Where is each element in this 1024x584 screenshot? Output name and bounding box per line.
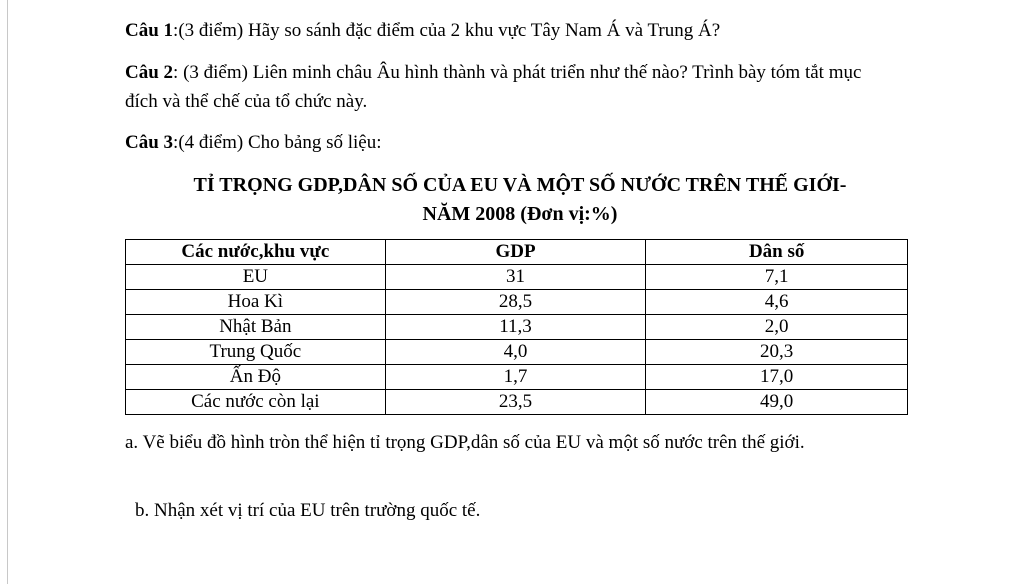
cell-population: 2,0 [646,315,908,340]
question-3 [125,128,895,157]
question-3-label: Câu 3 [125,132,174,153]
question-3-text: :(4 điểm) Cho bảng số liệu: [173,132,382,153]
cell-gdp: 31 [385,265,646,290]
question-1 [125,16,915,45]
cell-gdp: 23,5 [385,390,646,415]
table-header-row [126,240,908,265]
cell-gdp: 4,0 [385,340,646,365]
part-a: a. Vẽ biểu đồ hình tròn thể hiện tỉ trọng GDP,dân số của EU và một số nước trên thế giới. [125,432,805,453]
page-left-border [7,0,8,584]
table-row [126,290,908,315]
table-title [125,171,915,229]
header-gdp: GDP [385,240,646,265]
cell-region: Trung Quốc [126,340,386,365]
cell-gdp: 1,7 [385,365,646,390]
table-row [126,315,908,340]
header-region: Các nước,khu vực [126,240,386,265]
cell-population: 7,1 [646,265,908,290]
cell-region: Hoa Kì [126,290,386,315]
cell-population: 49,0 [646,390,908,415]
question-1-text: :(3 điểm) Hãy so sánh đặc điểm của 2 khu vực Tây Nam Á và Trung Á? [173,20,721,41]
table-row [126,365,908,390]
cell-population: 17,0 [646,365,908,390]
table-row [126,265,908,290]
cell-gdp: 11,3 [385,315,646,340]
question-2 [125,58,895,116]
cell-population: 20,3 [646,340,908,365]
cell-population: 4,6 [646,290,908,315]
cell-region: Nhật Bản [126,315,386,340]
header-population: Dân số [646,240,908,265]
data-table [125,239,908,415]
table-title-line-1: TỈ TRỌNG GDP,DÂN SỐ CỦA EU VÀ MỘT SỐ NƯỚC TRÊN THẾ GIỚI- [193,174,847,196]
cell-region: Ấn Độ [126,365,386,390]
cell-gdp: 28,5 [385,290,646,315]
cell-region: EU [126,265,386,290]
table-row [126,340,908,365]
table-title-line-2: NĂM 2008 (Đơn vị:%) [422,203,618,225]
part-b: b. Nhận xét vị trí của EU trên trường quốc tế. [135,500,481,521]
question-2-label: Câu 2 [125,62,174,83]
question-2-text: : (3 điểm) Liên minh châu Âu hình thành và phát triển như thế nào? Trình bày tóm tắt mục đích và thể chế của tổ chức này. [125,62,862,112]
question-1-label: Câu 1 [125,20,174,41]
cell-region: Các nước còn lại [126,390,386,415]
table-row [126,390,908,415]
